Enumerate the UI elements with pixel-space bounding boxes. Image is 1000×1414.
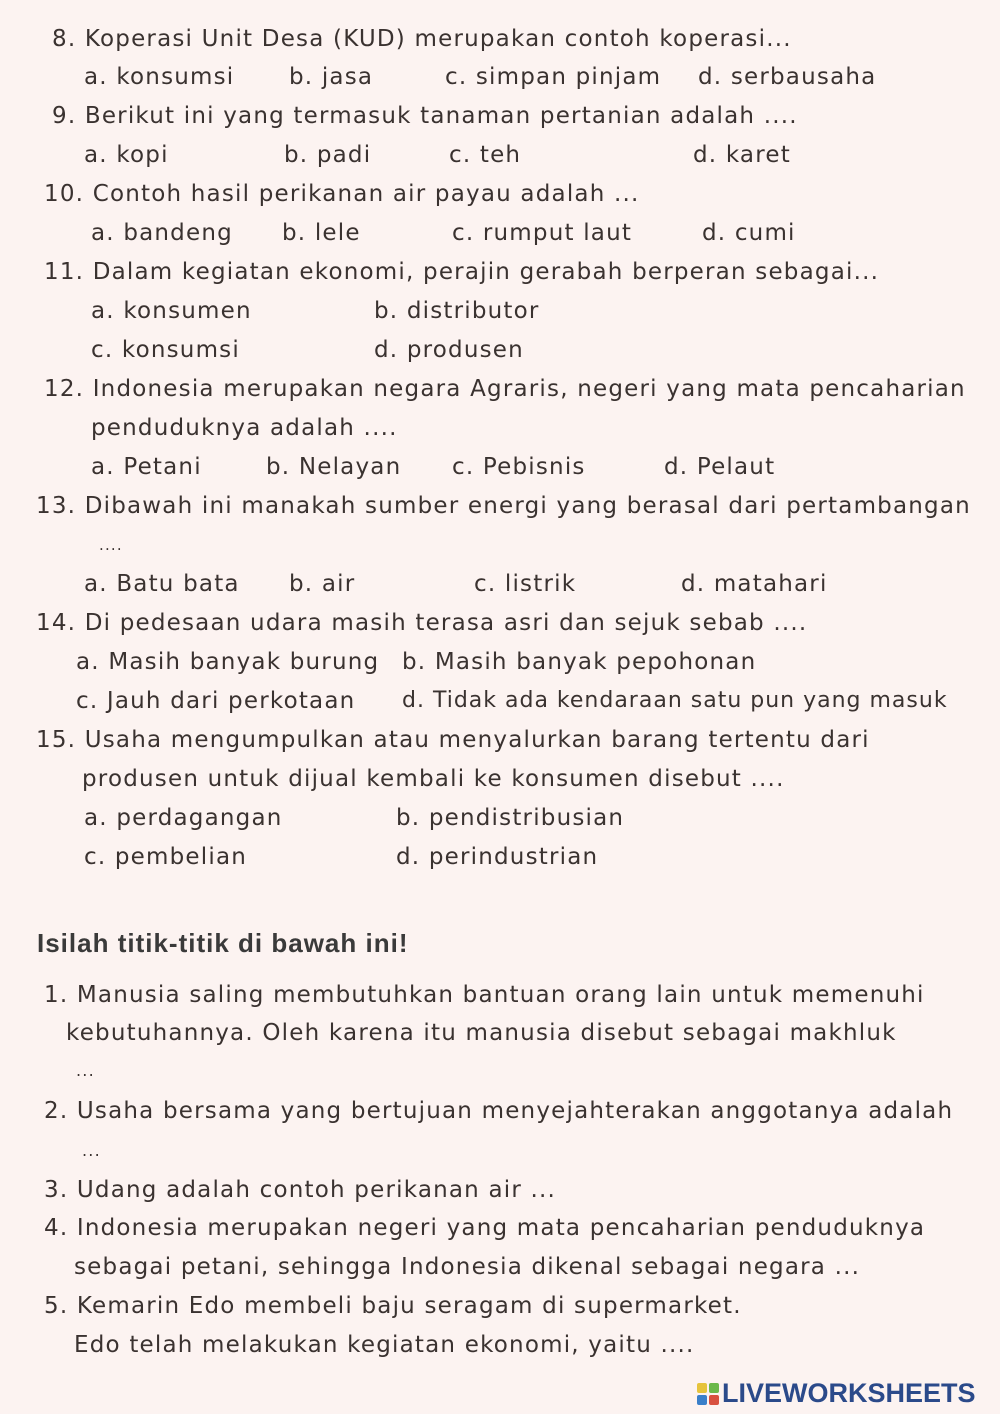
q9-option-c: c. teh — [449, 142, 522, 168]
q11-option-a: a. konsumen — [91, 298, 252, 324]
question-15-text: 15. Usaha mengumpulkan atau menyalurkan barang tertentu dari — [36, 727, 870, 753]
fill-item-1: 1. Manusia saling membutuhkan bantuan orang lain untuk memenuhi — [44, 982, 925, 1008]
logo-square — [709, 1395, 719, 1405]
question-8-text: 8. Koperasi Unit Desa (KUD) merupakan contoh koperasi... — [52, 26, 792, 52]
logo-grid-icon — [697, 1383, 719, 1405]
logo-text: LIVEWORKSHEETS — [722, 1378, 976, 1408]
fill-item-2: 2. Usaha bersama yang bertujuan menyejahterakan anggotanya adalah — [44, 1098, 954, 1124]
q8-option-c: c. simpan pinjam — [445, 64, 662, 90]
question-12-text: 12. Indonesia merupakan negara Agraris, negeri yang mata pencaharian — [44, 376, 966, 402]
q15-option-d: d. perindustrian — [396, 844, 599, 870]
q8-option-b: b. jasa — [289, 64, 374, 90]
q14-option-d: d. Tidak ada kendaraan satu pun yang masuk — [402, 688, 948, 713]
fill-item-3: 3. Udang adalah contoh perikanan air ... — [44, 1177, 557, 1203]
question-13-text-cont: .... — [99, 536, 123, 554]
question-11-text: 11. Dalam kegiatan ekonomi, perajin gerabah berperan sebagai... — [44, 259, 880, 285]
q11-option-c: c. konsumsi — [91, 337, 240, 363]
q10-option-c: c. rumput laut — [452, 220, 633, 246]
fill-item-4: 4. Indonesia merupakan negeri yang mata pencaharian penduduknya — [44, 1215, 926, 1241]
q12-option-c: c. Pebisnis — [452, 454, 586, 480]
q10-option-a: a. bandeng — [91, 220, 233, 246]
q11-option-d: d. produsen — [374, 337, 524, 363]
q14-option-a: a. Masih banyak burung — [76, 649, 380, 675]
q10-option-d: d. cumi — [702, 220, 796, 246]
fill-item-5: 5. Kemarin Edo membeli baju seragam di supermarket. — [44, 1293, 742, 1319]
question-13-text: 13. Dibawah ini manakah sumber energi yang berasal dari pertambangan — [36, 493, 971, 519]
logo-square — [697, 1383, 707, 1393]
fill-item-1-cont: kebutuhannya. Oleh karena itu manusia disebut sebagai makhluk — [66, 1020, 897, 1046]
q15-option-c: c. pembelian — [84, 844, 248, 870]
question-15-text-cont: produsen untuk dijual kembali ke konsumen disebut .... — [82, 766, 785, 792]
q9-option-a: a. kopi — [84, 142, 169, 168]
fill-item-4-cont: sebagai petani, sehingga Indonesia dikenal sebagai negara ... — [74, 1254, 861, 1280]
fill-item-1-blank: ... — [76, 1061, 95, 1080]
q9-option-b: b. padi — [284, 142, 372, 168]
question-12-text-cont: penduduknya adalah .... — [91, 415, 398, 441]
q12-option-b: b. Nelayan — [266, 454, 402, 480]
liveworksheets-logo[interactable] — [697, 1378, 976, 1409]
section-heading: Isilah titik-titik di bawah ini! — [37, 928, 409, 958]
logo-square — [697, 1395, 707, 1405]
q13-option-a: a. Batu bata — [84, 571, 240, 597]
fill-item-2-blank: ... — [82, 1141, 101, 1160]
q13-option-b: b. air — [289, 571, 356, 597]
question-10-text: 10. Contoh hasil perikanan air payau adalah ... — [44, 181, 640, 207]
q12-option-a: a. Petani — [91, 454, 202, 480]
q15-option-b: b. pendistribusian — [396, 805, 625, 831]
q11-option-b: b. distributor — [374, 298, 540, 324]
q15-option-a: a. perdagangan — [84, 805, 283, 831]
q10-option-b: b. lele — [282, 220, 361, 246]
question-14-text: 14. Di pedesaan udara masih terasa asri dan sejuk sebab .... — [36, 610, 808, 636]
q14-option-b: b. Masih banyak pepohonan — [402, 649, 757, 675]
q13-option-c: c. listrik — [474, 571, 577, 597]
question-9-text: 9. Berikut ini yang termasuk tanaman pertanian adalah .... — [52, 103, 798, 129]
q13-option-d: d. matahari — [681, 571, 828, 597]
q12-option-d: d. Pelaut — [664, 454, 776, 480]
fill-item-5-cont: Edo telah melakukan kegiatan ekonomi, yaitu .... — [74, 1332, 695, 1358]
q8-option-d: d. serbausaha — [698, 64, 877, 90]
logo-square — [709, 1383, 719, 1393]
q14-option-c: c. Jauh dari perkotaan — [76, 688, 356, 714]
q8-option-a: a. konsumsi — [84, 64, 235, 90]
q9-option-d: d. karet — [693, 142, 791, 168]
